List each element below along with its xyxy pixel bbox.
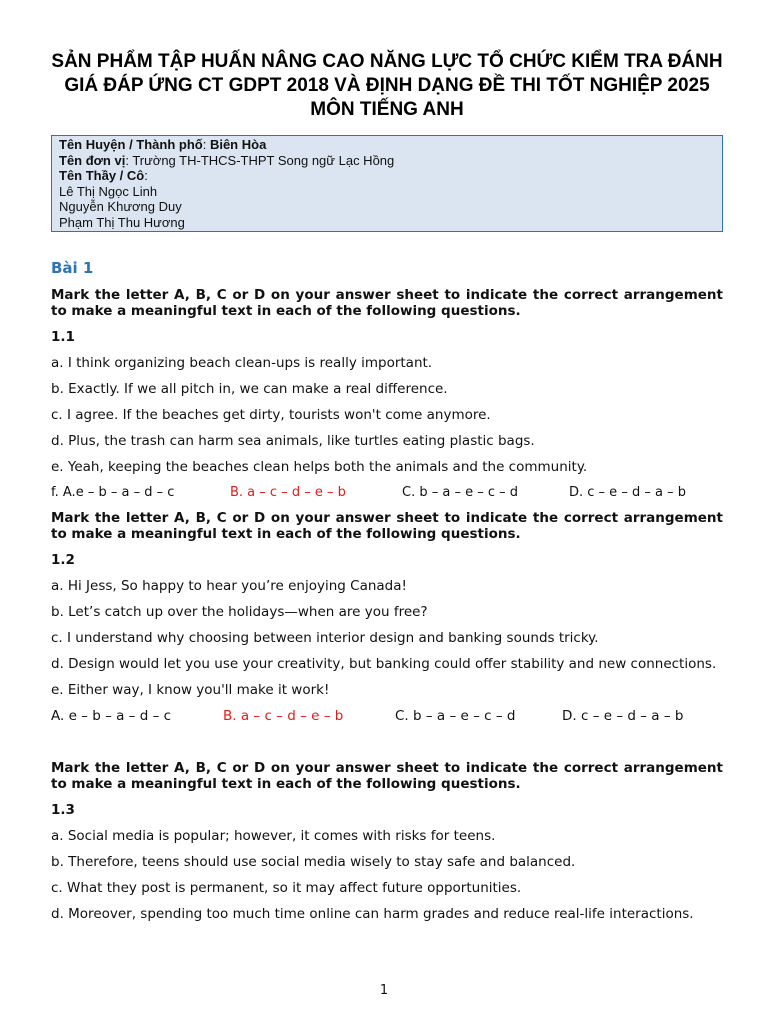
sentence-line: a. Hi Jess, So happy to hear you’re enjoying Canada!	[51, 578, 407, 594]
sentence-line: c. I understand why choosing between interior design and banking sounds tricky.	[51, 630, 599, 646]
document-title: SẢN PHẨM TẬP HUẤN NÂNG CAO NĂNG LỰC TỔ CHỨC KIỂM TRA ĐÁNH GIÁ ĐÁP ỨNG CT GDPT 2018 VÀ ĐỊNH DẠNG ĐỀ THI TỐT NGHIỆP 2025 MÔN TIẾNG ANH	[51, 51, 723, 120]
answer-option: A. e – b – a – d – c	[51, 708, 172, 724]
sentence-line: c. I agree. If the beaches get dirty, tourists won't come anymore.	[51, 407, 491, 423]
sentence-line: d. Moreover, spending too much time online can harm grades and reduce real-life interactions.	[51, 906, 694, 922]
unit-row: Tên đơn vị: Trường TH-THCS-THPT Song ngữ Lạc Hồng	[59, 152, 395, 168]
instruction: Mark the letter A, B, C or D on your answer sheet to indicate the correct arrangement to make a meaningful text in each of the following questions.	[51, 510, 723, 542]
sentence-line: e. Yeah, keeping the beaches clean helps both the animals and the community.	[51, 459, 588, 475]
sentence-line: d. Plus, the trash can harm sea animals, like turtles eating plastic bags.	[51, 433, 535, 449]
document-page	[51, 50, 723, 932]
answer-option: D. c – e – d – a – b	[569, 485, 686, 500]
info-box	[51, 135, 723, 232]
sentence-line: b. Let’s catch up over the holidays—when are you free?	[51, 604, 428, 620]
answer-option: f. A.e – b – a – d – c	[51, 485, 175, 500]
instruction: Mark the letter A, B, C or D on your answer sheet to indicate the correct arrangement to make a meaningful text in each of the following questions.	[51, 760, 723, 792]
sentence-line: b. Exactly. If we all pitch in, we can make a real difference.	[51, 381, 448, 397]
teacher-label: Tên Thầy / Cô	[59, 168, 145, 183]
answer-option: C. b – a – e – c – d	[402, 485, 519, 500]
question-number: 1.1	[51, 329, 75, 345]
district-label: Tên Huyện / Thành phố	[59, 137, 203, 152]
section-title: Bài 1	[51, 259, 94, 277]
teacher-name: Phạm Thị Thu Hương	[59, 214, 185, 230]
unit-value: Trường TH-THCS-THPT Song ngữ Lạc Hồng	[132, 152, 395, 168]
district-value: Biên Hòa	[209, 137, 267, 152]
page-number: 1	[379, 983, 389, 998]
teacher-name: Nguyễn Khương Duy	[59, 199, 182, 214]
sentence-line: b. Therefore, teens should use social media wisely to stay safe and balanced.	[51, 854, 576, 870]
sentence-line: d. Design would let you use your creativity, but banking could offer stability and new connections.	[51, 656, 717, 672]
sentence-line: e. Either way, I know you'll make it work!	[51, 682, 330, 698]
sentence-line: a. Social media is popular; however, it comes with risks for teens.	[51, 828, 496, 844]
question-number: 1.2	[51, 552, 75, 568]
teacher-row: Tên Thầy / Cô:	[59, 168, 148, 183]
answer-options	[51, 485, 723, 500]
teacher-name: Lê Thị Ngọc Linh	[59, 183, 158, 199]
answer-option: D. c – e – d – a – b	[562, 708, 684, 724]
question-number: 1.3	[51, 802, 75, 818]
district-row: Tên Huyện / Thành phố: Biên Hòa	[59, 137, 267, 152]
answer-option-correct: B. a – c – d – e – b	[223, 708, 344, 724]
sentence-line: a. I think organizing beach clean-ups is really important.	[51, 355, 433, 371]
unit-label: Tên đơn vị	[59, 152, 126, 168]
answer-option: C. b – a – e – c – d	[395, 708, 516, 724]
instruction: Mark the letter A, B, C or D on your answer sheet to indicate the correct arrangement to make a meaningful text in each of the following questions.	[51, 287, 723, 319]
answer-options	[51, 708, 723, 724]
sentence-line: c. What they post is permanent, so it may affect future opportunities.	[51, 880, 522, 896]
answer-option-correct: B. a – c – d – e – b	[230, 485, 346, 500]
